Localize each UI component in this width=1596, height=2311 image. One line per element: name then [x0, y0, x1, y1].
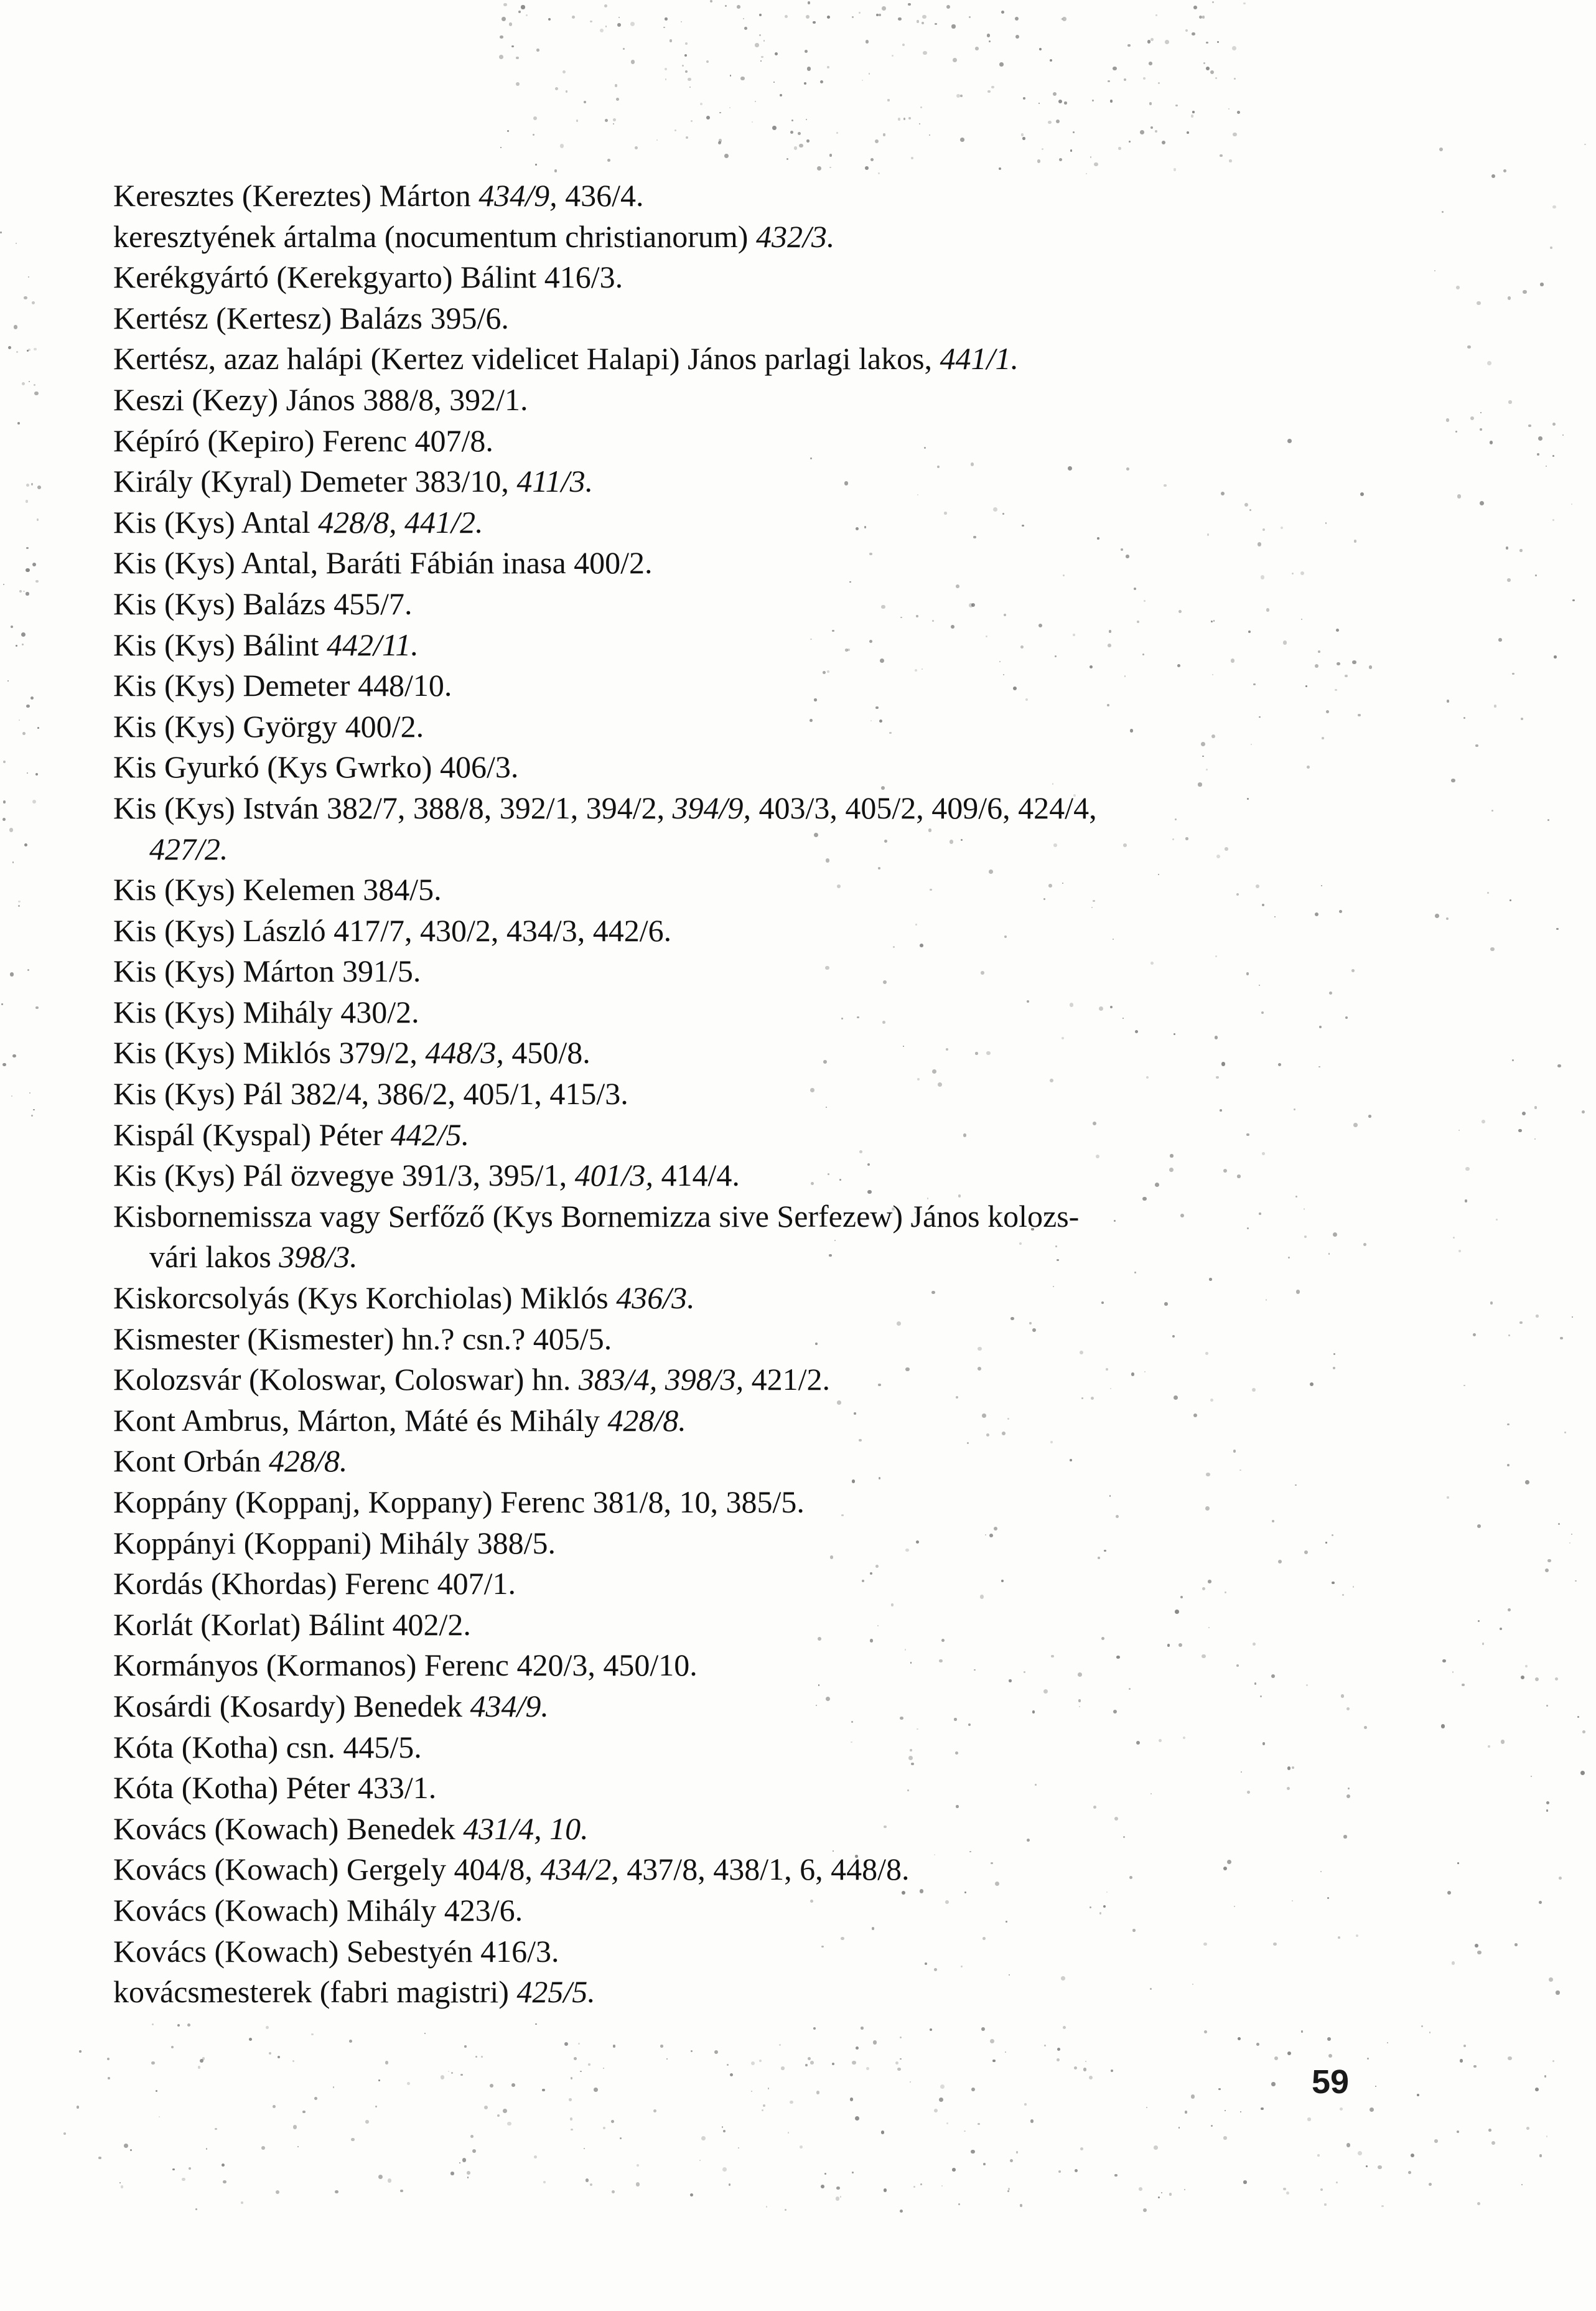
entry-text: Kont Ambrus, Márton, Máté és Mihály: [113, 1402, 608, 1438]
entry-text-tail: 414/4.: [653, 1158, 740, 1193]
entry-text: Korlát (Korlat) Bálint 402/2.: [113, 1606, 471, 1642]
entry-italic-reference: 432/3.: [755, 218, 835, 254]
entry-text: Kolozsvár (Koloswar, Coloswar) hn.: [113, 1362, 579, 1397]
index-entry: [113, 706, 1370, 748]
entry-text: Kis (Kys) Pál 382/4, 386/2, 405/1, 415/3.: [113, 1076, 628, 1112]
entry-text: Kismester (Kismester) hn.? csn.? 405/5.: [113, 1321, 612, 1356]
entry-text: keresztyének ártalma (nocumentum christianorum): [113, 218, 756, 254]
index-entry: [113, 870, 1370, 911]
entry-text: Kis (Kys) Mihály 430/2.: [113, 994, 419, 1029]
index-entry: [113, 461, 1370, 502]
index-entry: [113, 747, 1370, 788]
index-entry: [113, 1563, 1370, 1605]
entry-text-tail: 403/3, 405/2, 409/6, 424/4,: [751, 790, 1097, 825]
entry-text: Kertész (Kertesz) Balázs 395/6.: [113, 300, 509, 335]
entry-italic-reference: 401/3,: [574, 1158, 653, 1193]
entry-text-tail: 437/8, 438/1, 6, 448/8.: [618, 1852, 910, 1887]
index-entry: [113, 1359, 1370, 1400]
index-entry: [113, 1605, 1370, 1646]
index-entry: [113, 502, 1370, 543]
entry-text: Kis (Kys) Demeter 448/10.: [113, 668, 452, 703]
entry-text-tail: 436/4.: [557, 178, 644, 213]
entry-italic-reference: 383/4, 398/3,: [578, 1362, 744, 1397]
entry-text: Kis (Kys) István 382/7, 388/8, 392/1, 394/2,: [113, 790, 673, 825]
entry-italic-reference: 431/4, 10.: [463, 1811, 589, 1846]
entry-text-tail: 421/2.: [744, 1362, 831, 1397]
index-entry: [113, 543, 1370, 584]
entry-text: Kis (Kys) György 400/2.: [113, 708, 424, 744]
entry-text: Kóta (Kotha) Péter 433/1.: [113, 1770, 437, 1806]
entry-text: Király (Kyral) Demeter 383/10,: [113, 464, 517, 499]
entry-continuation-italic: 427/2.: [149, 831, 228, 866]
entry-text: Koppány (Koppanj, Koppany) Ferenc 381/8, 10, 385/5.: [113, 1484, 805, 1519]
entry-italic-reference: 434/9.: [470, 1688, 549, 1723]
index-entry: [113, 1155, 1370, 1196]
name-index-list: [113, 176, 1370, 2013]
entry-text: Kertész, azaz halápi (Kertez videlicet Halapi) János parlagi lakos,: [113, 341, 940, 377]
index-entry: [113, 176, 1370, 217]
index-entry: [113, 1278, 1370, 1319]
entry-italic-reference: 428/8.: [268, 1443, 348, 1479]
entry-text: Kont Orbán: [113, 1443, 269, 1479]
entry-italic-reference: 411/3.: [516, 464, 594, 499]
entry-text: Kovács (Kowach) Benedek: [113, 1811, 464, 1846]
entry-text: kovácsmesterek (fabri magistri): [113, 1974, 517, 2010]
index-entry: [113, 1768, 1370, 1809]
index-entry: [113, 257, 1370, 298]
entry-italic-reference: 448/3,: [425, 1035, 504, 1071]
entry-text: Kovács (Kowach) Mihály 423/6.: [113, 1892, 523, 1928]
index-entry: [113, 1523, 1370, 1564]
entry-text: Képíró (Kepiro) Ferenc 407/8.: [113, 423, 493, 458]
entry-text: Kordás (Khordas) Ferenc 407/1.: [113, 1566, 516, 1601]
entry-text: Keresztes (Kereztes) Márton: [113, 178, 479, 213]
index-entry: [113, 951, 1370, 992]
index-entry: [113, 1196, 1370, 1278]
index-entry: [113, 1033, 1370, 1074]
index-entry: [113, 1115, 1370, 1156]
entry-text: Kis (Kys) Antal, Baráti Fábián inasa 400/2.: [113, 545, 653, 581]
index-entry: [113, 1400, 1370, 1441]
entry-text: Kis Gyurkó (Kys Gwrko) 406/3.: [113, 749, 519, 785]
index-entry: [113, 380, 1370, 421]
index-entry: [113, 1482, 1370, 1523]
index-entry: [113, 1319, 1370, 1360]
entry-text: Kis (Kys) Márton 391/5.: [113, 954, 421, 989]
index-entry: [113, 1849, 1370, 1890]
index-entry: [113, 788, 1370, 870]
index-entry: [113, 1645, 1370, 1686]
page-number: 59: [1312, 2063, 1350, 2101]
entry-text: Kosárdi (Kosardy) Benedek: [113, 1688, 470, 1723]
entry-continuation: vári lakos: [149, 1239, 279, 1275]
entry-italic-reference: 428/8.: [607, 1402, 686, 1438]
entry-text: Kiskorcsolyás (Kys Korchiolas) Miklós: [113, 1280, 617, 1316]
index-entry: [113, 421, 1370, 462]
entry-italic-reference: 428/8, 441/2.: [318, 504, 483, 540]
entry-text: Kis (Kys) Pál özvegye 391/3, 395/1,: [113, 1158, 575, 1193]
entry-text: Kovács (Kowach) Gergely 404/8,: [113, 1852, 541, 1887]
entry-text: Kispál (Kyspal) Péter: [113, 1117, 391, 1152]
index-entry: [113, 625, 1370, 666]
entry-italic-reference: 434/9,: [478, 178, 558, 213]
entry-text: Kis (Kys) Miklós 379/2,: [113, 1035, 426, 1071]
index-entry: [113, 217, 1370, 258]
entry-italic-reference: 442/11.: [327, 627, 419, 662]
index-entry: [113, 1972, 1370, 2013]
entry-italic-reference: 442/5.: [390, 1117, 470, 1152]
index-entry: [113, 298, 1370, 339]
entry-italic-reference: 425/5.: [516, 1974, 595, 2010]
entry-italic-reference: 434/2,: [540, 1852, 619, 1887]
entry-text: Kis (Kys) Balázs 455/7.: [113, 586, 413, 621]
entry-continuation-italic: 398/3.: [279, 1239, 358, 1275]
entry-text: Kisbornemissza vagy Serfőző (Kys Bornemizza sive Serfezew) János kolozs-: [113, 1198, 1080, 1234]
entry-text: Kis (Kys) Bálint: [113, 627, 327, 662]
index-entry: [113, 339, 1370, 380]
index-entry: [113, 911, 1370, 952]
index-entry: [113, 584, 1370, 625]
entry-text: Kovács (Kowach) Sebestyén 416/3.: [113, 1933, 559, 1969]
entry-text: Keszi (Kezy) János 388/8, 392/1.: [113, 382, 528, 417]
index-entry: [113, 1727, 1370, 1768]
index-entry: [113, 665, 1370, 706]
entry-italic-reference: 441/1.: [940, 341, 1019, 377]
entry-text: Kis (Kys) Antal: [113, 504, 319, 540]
entry-italic-reference: 436/3.: [616, 1280, 695, 1316]
index-entry: [113, 1809, 1370, 1850]
index-entry: [113, 1890, 1370, 1931]
entry-text: Koppányi (Koppani) Mihály 388/5.: [113, 1525, 556, 1560]
entry-text: Kis (Kys) László 417/7, 430/2, 434/3, 442/6.: [113, 912, 672, 948]
index-entry: [113, 992, 1370, 1033]
entry-text-tail: 450/8.: [503, 1035, 590, 1071]
index-entry: [113, 1931, 1370, 1972]
entry-text: Kerékgyártó (Kerekgyarto) Bálint 416/3.: [113, 260, 623, 295]
entry-text: Kormányos (Kormanos) Ferenc 420/3, 450/10.: [113, 1648, 698, 1683]
index-entry: [113, 1686, 1370, 1727]
entry-text: Kóta (Kotha) csn. 445/5.: [113, 1729, 422, 1765]
entry-text: Kis (Kys) Kelemen 384/5.: [113, 872, 442, 907]
index-entry: [113, 1441, 1370, 1482]
index-entry: [113, 1074, 1370, 1115]
entry-italic-reference: 394/9,: [672, 790, 751, 825]
